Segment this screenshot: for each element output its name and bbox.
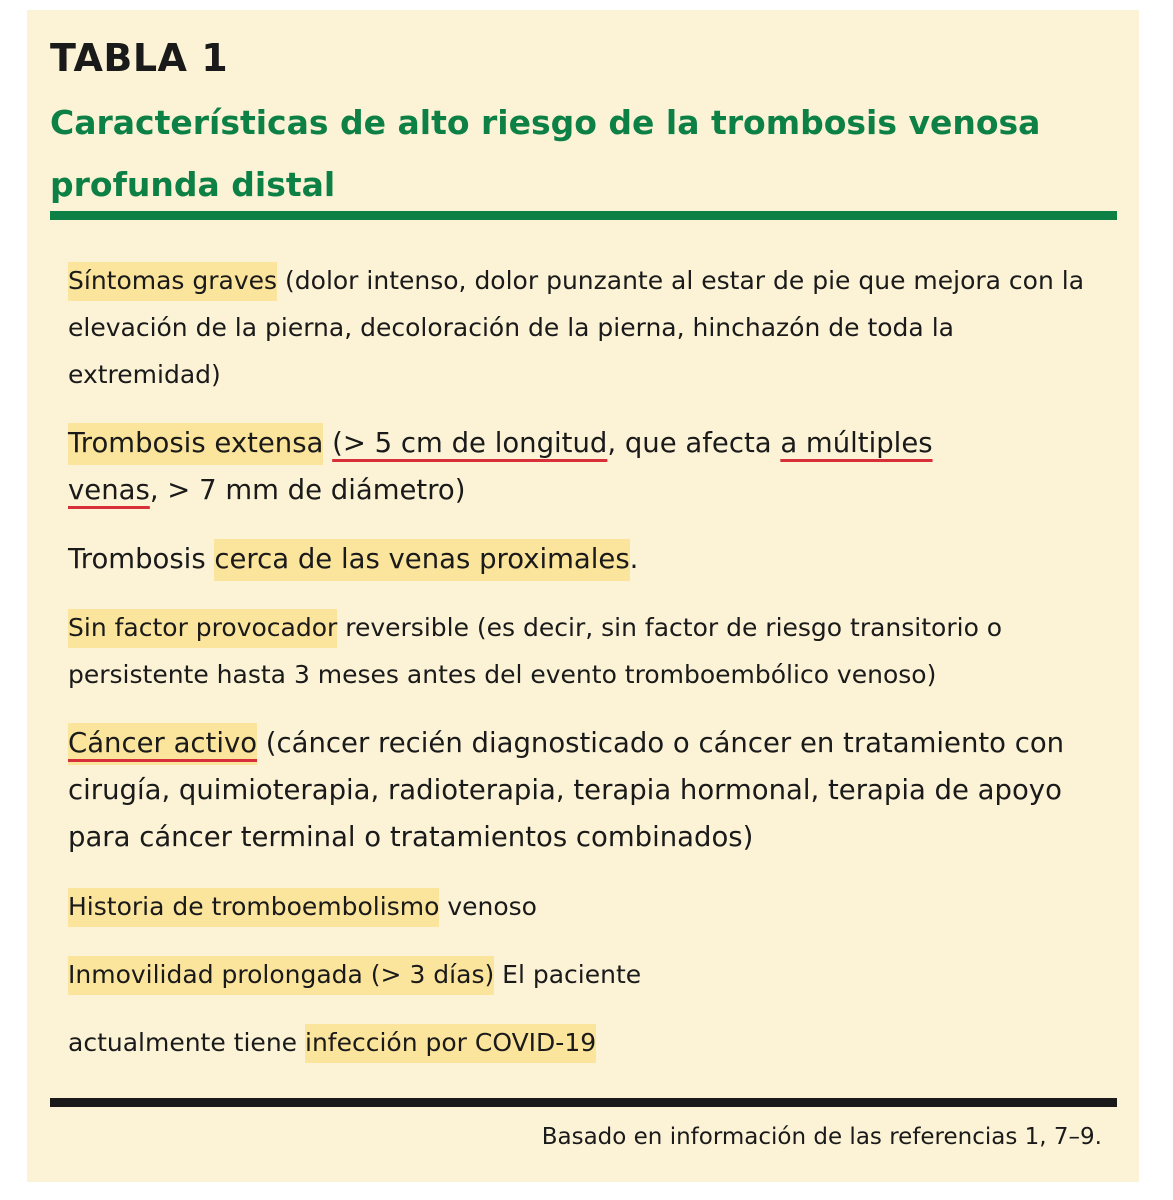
highlight: Trombosis extensa: [68, 423, 323, 465]
item-sintomas-graves: [68, 257, 1088, 398]
highlight: infección por COVID-19: [305, 1024, 596, 1063]
item-venas-proximales: [68, 536, 1088, 583]
table-title: Características de alto riesgo de la trombosis venosa profunda distal: [50, 103, 1041, 204]
underlined-text: (> 5 cm de longitud: [332, 427, 608, 459]
item-text: , > 7 mm de diámetro): [149, 474, 466, 506]
table-panel: [27, 10, 1139, 1182]
item-text: actualmente tiene: [68, 1028, 305, 1057]
item-text: reversible (es decir, sin factor de riesgo transitorio o persistente hasta 3 meses antes del evento tromboembólico venoso): [68, 613, 1003, 689]
footer-divider: [50, 1098, 1117, 1107]
highlight: cerca de las venas proximales: [214, 539, 629, 581]
highlight: Sin factor provocador: [68, 609, 337, 648]
item-text: Trombosis: [68, 543, 215, 575]
item-text: [323, 427, 332, 459]
underlined-text: a múltiples: [780, 427, 933, 459]
item-trombosis-extensa: [68, 420, 1088, 514]
item-cancer-activo: [68, 720, 1088, 861]
item-text: El paciente: [494, 960, 642, 989]
item-historia-tromboembolismo: [68, 883, 1088, 930]
source-note: Basado en información de las referencias 1, 7–9.: [541, 1124, 1102, 1150]
item-text: , que afecta: [607, 427, 781, 459]
title-divider: [50, 211, 1117, 220]
item-text: venoso: [439, 892, 537, 921]
item-covid-19: [68, 1019, 1088, 1066]
item-text: (cáncer recién diagnosticado o cáncer en tratamiento con cirugía, quimioterapia, radioterapia, terapia hormonal, terapia de apoyo para cáncer terminal o tratamientos combinados): [68, 727, 1065, 853]
table-label: TABLA 1: [50, 36, 229, 80]
item-inmovilidad-prolongada: [68, 951, 1088, 998]
underlined-text: venas: [68, 474, 150, 506]
highlight: Historia de tromboembolismo: [68, 888, 439, 927]
item-sin-factor-provocador: [68, 604, 1088, 698]
highlight: Síntomas graves: [68, 262, 277, 301]
item-text: (dolor intenso, dolor punzante al estar de pie que mejora con la elevación de la pierna, decoloración de la pierna, hinchazón de toda la extremidad): [68, 266, 1085, 389]
highlight: Cáncer activo: [68, 723, 257, 765]
highlight: Inmovilidad prolongada (> 3 días): [68, 956, 494, 995]
item-text: .: [629, 543, 639, 575]
